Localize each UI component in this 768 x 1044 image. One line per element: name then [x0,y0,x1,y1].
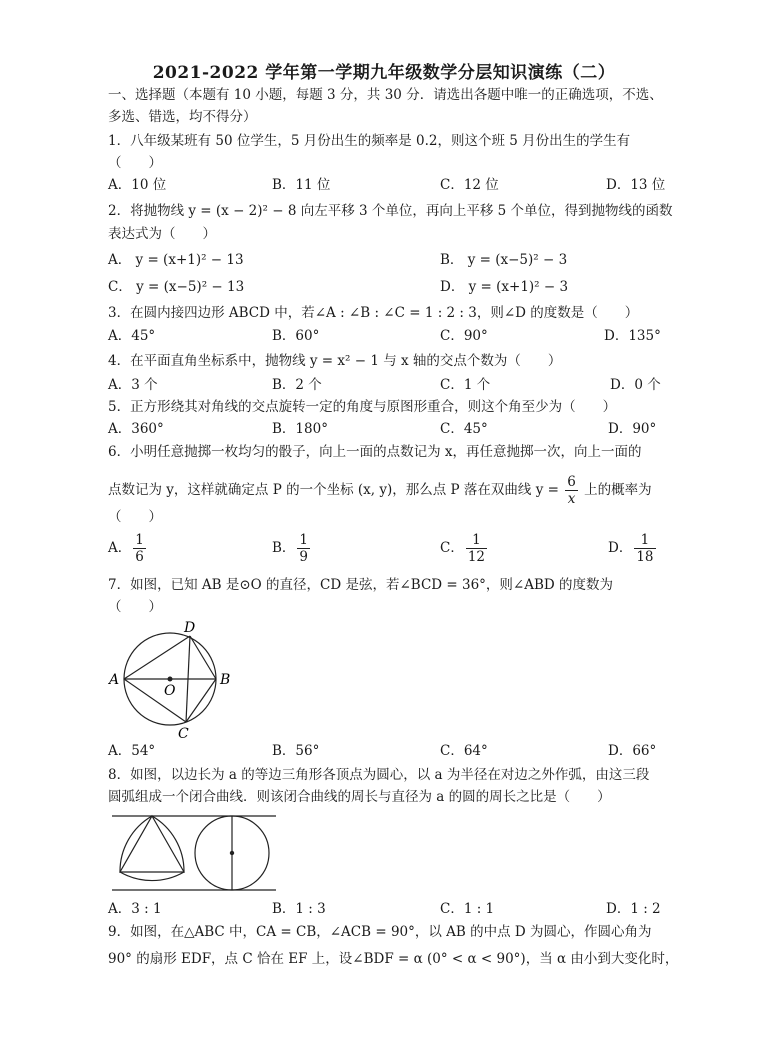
label-a: A [109,672,120,688]
q7-option-a: A．54° [108,743,156,759]
q2-option-a: A． y = (x+1)² − 13 [108,252,244,268]
q8-stem-cont: 圆弧组成一个闭合曲线．则该闭合曲线的周长与直径为 a 的圆的周长之比是（ ） [108,789,611,805]
segment-ac [124,679,186,722]
q6-option-c [440,532,489,565]
hyperbola-fraction [565,474,578,507]
equilateral-triangle [120,816,184,872]
q7-option-d: D．66° [608,743,657,759]
page-title: 2021-2022 学年第一学期九年级数学分层知识演练（二） [152,63,616,83]
q6-stem-cont-text: 点数记为 y，这样就确定点 P 的一个坐标 (x, y)，那么点 P 落在双曲线 y = [108,482,559,498]
center-point-o [168,677,173,682]
q9-stem: 9．如图，在△ABC 中，CA = CB，∠ACB = 90°，以 AB 的中点 D 为圆心，作圆心角为 [108,924,652,940]
q5-option-a: A．360° [108,421,164,437]
q6-option-a-fraction [133,532,146,565]
q5-stem: 5．正方形绕其对角线的交点旋转一定的角度与原图形重合，则这个角至少为（ ） [108,399,617,415]
q4-option-c: C．1 个 [440,377,491,393]
q6-option-d-fraction [634,532,655,565]
section-instructions-line1: 一、选择题（本题有 10 小题，每题 3 分，共 30 分．请选出各题中唯一的正确选项，不选、 [108,87,663,103]
q5-option-d: D．90° [608,421,657,437]
q4-option-a: A．3 个 [108,377,158,393]
q1-stem: 1．八年级某班有 50 位学生，5 月份出生的频率是 0.2，则这个班 5 月份出生的学生有 [108,133,631,149]
q3-option-b: B．60° [272,328,320,344]
reuleaux-curve [120,816,184,881]
q6-option-c-den: 12 [467,549,486,565]
q5-option-c: C．45° [440,421,488,437]
circle-center-point [230,851,234,855]
label-d: D [184,620,196,636]
q1-option-c: C．12 位 [440,177,499,193]
q3-stem: 3．在圆内接四边形 ABCD 中，若∠A : ∠B : ∠C = 1 : 2 : 3，则∠D 的度数是（ ） [108,305,639,321]
q7-option-c: C．64° [440,743,488,759]
q6-option-a-num: 1 [135,532,144,548]
segment-ad [124,636,190,679]
q4-option-b: B．2 个 [272,377,322,393]
q8-option-d: D．1 : 2 [606,901,661,917]
q1-option-b: B．11 位 [272,177,331,193]
label-o: O [164,683,176,699]
hyperbola-denominator: x [567,491,576,507]
q1-option-d: D．13 位 [606,177,666,193]
q2-option-b: B． y = (x−5)² − 3 [440,252,568,268]
q6-option-d-num: 1 [634,532,655,549]
q6-option-c-fraction [466,532,487,565]
segment-bc [186,679,216,722]
q6-option-b-den: 9 [299,549,309,565]
q2-stem-cont: 表达式为（ ） [108,226,216,242]
q6-bracket: （ ） [108,509,162,525]
q6-stem-cont [108,474,652,507]
q7-stem: 7．如图，已知 AB 是⊙O 的直径，CD 是弦，若∠BCD = 36°，则∠ABD 的度数为 [108,577,614,593]
q1-bracket: （ ） [108,155,162,171]
q3-option-d: D．135° [604,328,661,344]
q6-option-d [608,532,658,565]
q2-option-c: C． y = (x−5)² − 13 [108,279,245,295]
q2-stem: 2．将抛物线 y = (x − 2)² − 8 向左平移 3 个单位，再向上平移 5 个单位，得到抛物线的函数 [108,203,673,219]
q6-stem-tail: 上的概率为 [584,482,652,498]
q6-option-b [272,532,312,565]
q7-bracket: （ ） [108,599,162,615]
q4-option-d: D．0 个 [610,377,661,393]
label-c: C [178,726,189,742]
q4-stem: 4．在平面直角坐标系中，抛物线 y = x² − 1 与 x 轴的交点个数为（ ） [108,353,562,369]
q7-option-b: B．56° [272,743,320,759]
q9-stem-cont: 90° 的扇形 EDF，点 C 恰在 EF 上，设∠BDF = α (0° < α < 90°)，当 α 由小到大变化时， [108,951,679,967]
q8-option-b: B．1 : 3 [272,901,326,917]
q6-option-c-num: 1 [466,532,487,549]
q6-option-b-num: 1 [299,532,309,548]
q1-option-a: A．10 位 [108,177,167,193]
section-instructions-line2: 多选、错选，均不得分） [108,109,257,125]
q8-option-c: C．1 : 1 [440,901,495,917]
q5-option-b: B．180° [272,421,328,437]
segment-bd [190,636,216,679]
q6-option-a-den: 6 [135,549,144,565]
q6-option-a-label: A． [108,540,132,556]
q8-stem: 8．如图，以边长为 a 的等边三角形各顶点为圆心，以 a 为半径在对边之外作弧，由这三段 [108,767,650,783]
q3-option-c: C．90° [440,328,488,344]
q3-option-a: A．45° [108,328,156,344]
q6-stem: 6．小明任意抛掷一枚均匀的骰子，向上一面的点数记为 x，再任意抛掷一次，向上一面的 [108,444,642,460]
q6-option-b-fraction [297,532,310,565]
q8-reuleaux-figure [108,810,280,896]
q6-option-c-label: C． [440,540,464,556]
q6-option-d-label: D． [608,540,633,556]
q6-option-a [108,532,148,565]
q8-option-a: A．3 : 1 [108,901,162,917]
q6-option-b-label: B． [272,540,296,556]
q2-option-d: D． y = (x+1)² − 3 [440,279,569,295]
hyperbola-numerator: 6 [567,474,576,490]
q7-circle-figure [104,618,244,742]
q6-option-d-den: 18 [636,549,654,565]
label-b: B [220,672,231,688]
